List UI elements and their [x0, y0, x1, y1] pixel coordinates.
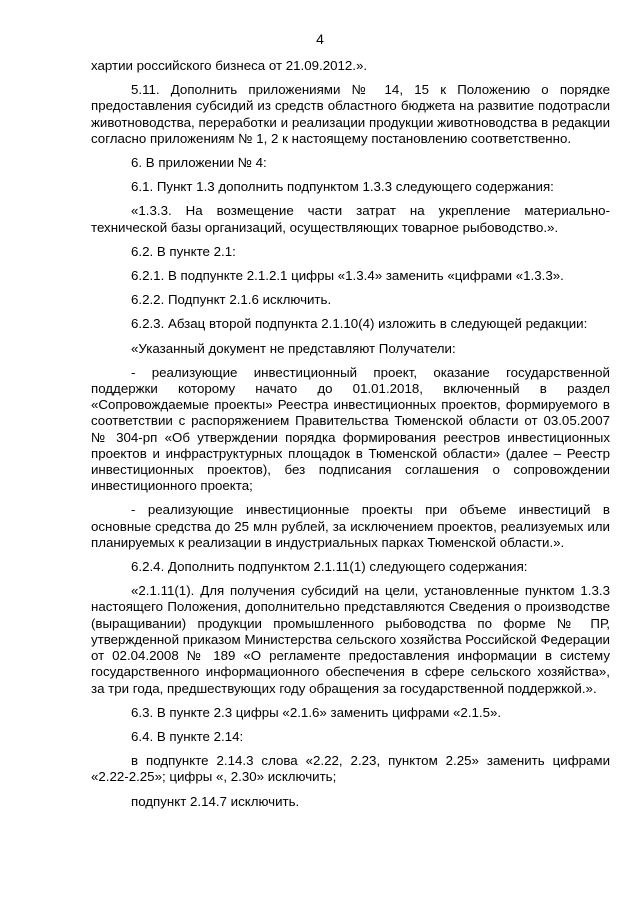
paragraph: «1.3.3. На возмещение части затрат на укрепление материально-технической базы организаций, осуществляющих товарное рыбоводство.».	[91, 203, 610, 235]
paragraph: 6.3. В пункте 2.3 цифры «2.1.6» заменить цифрами «2.1.5».	[131, 704, 502, 720]
paragraph: 6.2.2. Подпункт 2.1.6 исключить.	[131, 292, 332, 308]
page-number: 4	[316, 31, 324, 47]
paragraph: 6.2.4. Дополнить подпунктом 2.1.11(1) следующего содержания:	[131, 559, 528, 575]
paragraph: 6.2. В пункте 2.1:	[131, 243, 236, 259]
paragraph: «Указанный документ не представляют Получатели:	[131, 340, 456, 356]
paragraph: 6.1. Пункт 1.3 дополнить подпунктом 1.3.3 следующего содержания:	[131, 179, 554, 195]
list-item: - реализующие инвестиционный проект, оказание государственной поддержки которому начато до 01.01.2018, включенный в раздел «Сопровождаемые проекты» Реестра инвестиционных проектов, формируемого в соответствии с распоряжением Правительства Тюменской области от 03.05.2007 № 304-рп «Об утверждении порядка формирования реестров инвестиционных проектов и инфраструктурных площадок в Тюменской области» (далее – Реестр инвестиционных проектов), без подписания соглашения о сопровождении инвестиционного проекта;	[91, 364, 610, 494]
paragraph: хартии российского бизнеса от 21.09.2012.».	[91, 58, 368, 73]
paragraph: 6.2.1. В подпункте 2.1.2.1 цифры «1.3.4» заменить «цифрами «1.3.3».	[131, 268, 564, 284]
paragraph: 6.4. В пункте 2.14:	[131, 728, 244, 744]
paragraph: в подпункте 2.14.3 слова «2.22, 2.23, пунктом 2.25» заменить цифрами «2.22-2.25»; цифры «, 2.30» исключить;	[91, 753, 610, 785]
paragraph: 6.2.3. Абзац второй подпункта 2.1.10(4) изложить в следующей редакции:	[131, 316, 588, 332]
paragraph: 5.11. Дополнить приложениями № 14, 15 к Положению о порядке предоставления субсидий из средств областного бюджета на развитие подотрасли животноводства, переработки и реализации продукции животноводства в редакции согласно приложениям № 1, 2 к настоящему постановлению соответственно.	[91, 82, 610, 146]
paragraph: 6. В приложении № 4:	[131, 155, 267, 171]
document-body	[91, 58, 610, 810]
paragraph: подпункт 2.14.7 исключить.	[131, 793, 300, 809]
list-item: - реализующие инвестиционные проекты при объеме инвестиций в основные средства до 25 млн рублей, за исключением проектов, реализуемых или планируемых к реализации в индустриальных парках Тюменской области.».	[91, 502, 610, 550]
paragraph: «2.1.11(1). Для получения субсидий на цели, установленные пунктом 1.3.3 настоящего Положения, дополнительно представляются Сведения о производстве (выращивании) продукции промышленного рыбоводства по форме № ПР, утвержденной приказом Министерства сельского хозяйства Российской Федерации от 02.04.2008 № 189 «О регламенте предоставления информации в систему государственного информационного обеспечения в сфере сельского хозяйства», за три года, предшествующих году обращения за государственной поддержкой.».	[91, 583, 610, 696]
